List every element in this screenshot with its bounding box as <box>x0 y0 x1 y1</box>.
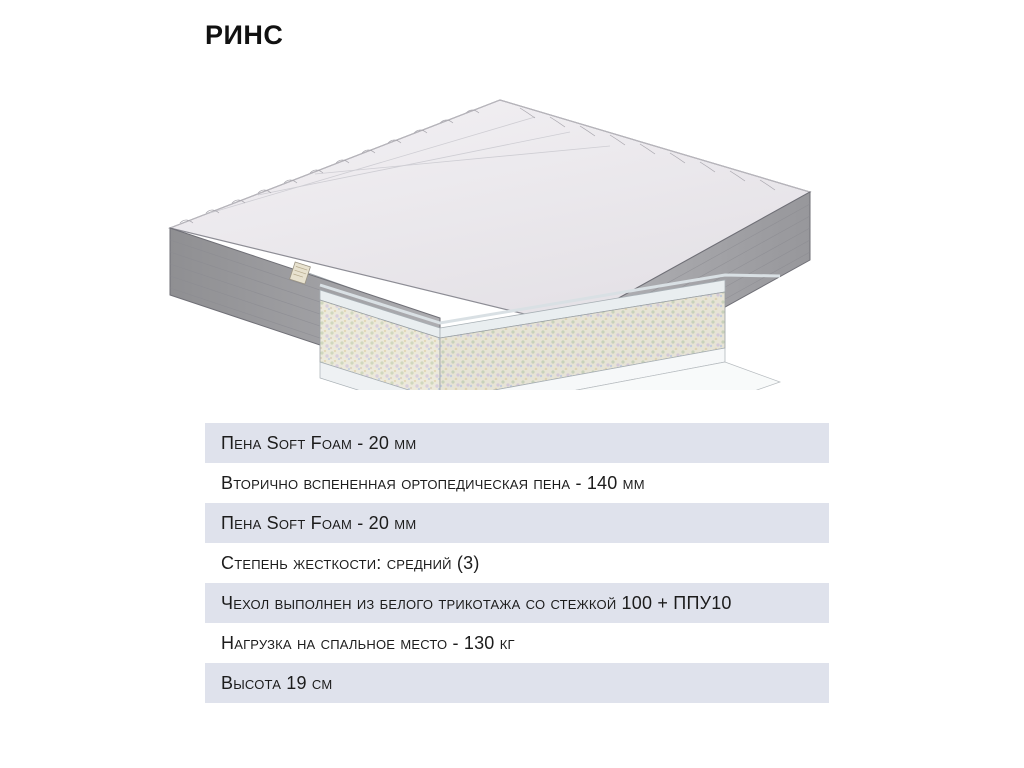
spec-row <box>205 623 829 663</box>
page-title: РИНС <box>205 20 284 50</box>
spec-row-text: Степень жесткости: средний (3) <box>221 552 480 573</box>
spec-row <box>205 423 829 463</box>
spec-row-text: Пена Soft Foam - 20 мм <box>221 432 417 453</box>
spec-row <box>205 543 829 583</box>
spec-row <box>205 503 829 543</box>
spec-row-text: Нагрузка на спальное место - 130 кг <box>221 632 515 653</box>
spec-row-text: Высота 19 см <box>221 672 333 693</box>
mattress-cutaway-illustration <box>140 80 840 390</box>
spec-row <box>205 583 829 623</box>
specifications-list <box>205 423 829 703</box>
spec-row <box>205 463 829 503</box>
spec-row-text: Пена Soft Foam - 20 мм <box>221 512 417 533</box>
spec-row-text: Вторично вспененная ортопедическая пена - 140 мм <box>221 472 645 493</box>
spec-row <box>205 663 829 703</box>
spec-row-text: Чехол выполнен из белого трикотажа со стежкой 100 + ППУ10 <box>221 592 732 613</box>
